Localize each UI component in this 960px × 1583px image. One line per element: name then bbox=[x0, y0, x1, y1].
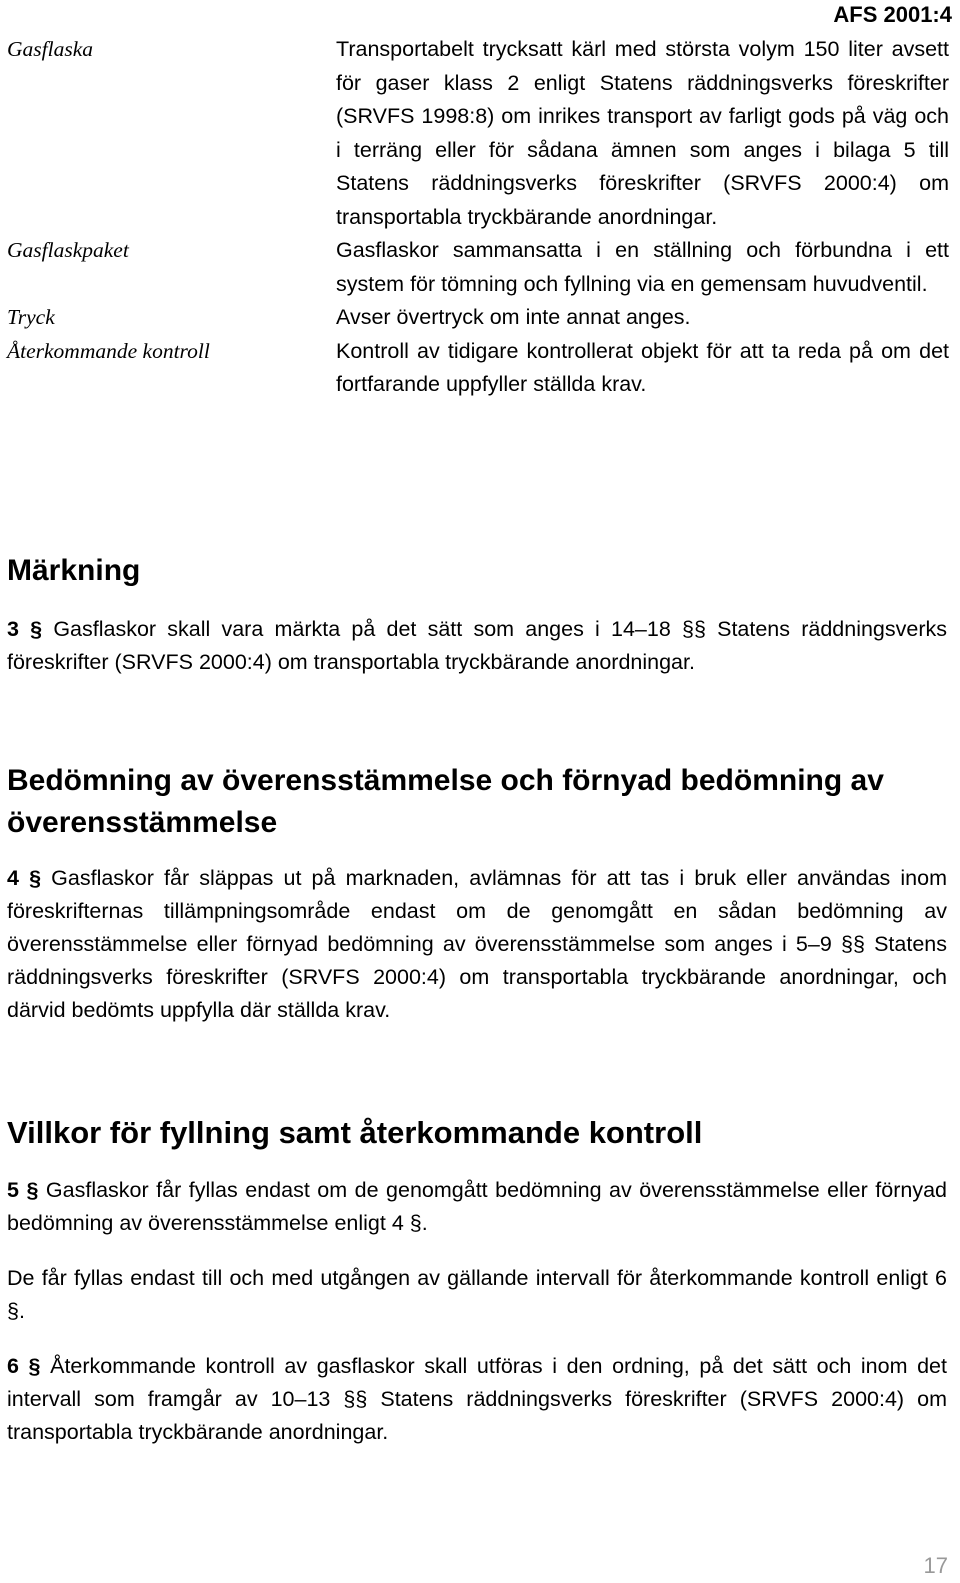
definition-item bbox=[7, 234, 947, 301]
definition-term: Tryck bbox=[7, 305, 55, 329]
section-heading-marking: Märkning bbox=[7, 554, 141, 587]
paragraph-3 bbox=[7, 613, 947, 679]
paragraph-text: Gasflaskor får fyllas endast om de genomgått bedömning av överensstämmelse eller förnyad bedömning av överensstämmelse enligt 4 §. bbox=[7, 1178, 948, 1235]
paragraph-4 bbox=[7, 862, 947, 1027]
definition-term: Återkommande kontroll bbox=[7, 338, 210, 363]
definition-item bbox=[7, 301, 947, 335]
paragraph-5 bbox=[7, 1174, 947, 1240]
definition-item bbox=[7, 335, 947, 402]
paragraph-text: Återkommande kontroll av gasflaskor skall utföras i den ordning, på det sätt och inom det intervall som framgår av 10–13 §§ Statens räddningsverks föreskrifter (SRVFS 2000:4) om transportabla tryckbärande anordningar. bbox=[7, 1354, 947, 1444]
definitions-list bbox=[7, 33, 947, 402]
paragraph-number: 6 § bbox=[7, 1354, 41, 1378]
paragraph-number: 4 § bbox=[7, 866, 42, 890]
paragraph-text: Gasflaskor får släppas ut på marknaden, avlämnas för att tas i bruk eller användas inom föreskrifternas tillämpningsområde endast om de genomgått en sådan bedömning av överensstämmelse eller förnyad bedömning av överensstämmelse som anges i 5–9 §§ Statens räddningsverks föreskrifter (SRVFS 2000:4) om transportabla tryckbärande anordningar, och därvid bedömts uppfylla där ställda krav. bbox=[7, 866, 947, 1022]
definition-text: Avser övertryck om inte annat anges. bbox=[336, 305, 691, 329]
paragraph-number: 3 § bbox=[7, 617, 43, 641]
section-heading-filling: Villkor för fyllning samt återkommande kontroll bbox=[7, 1115, 703, 1150]
definition-text: Transportabelt trycksatt kärl med största volym 150 liter avsett för gaser klass 2 enligt Statens räddningsverks föreskrifter (SRVFS 1998:8) om inrikes transport av farligt gods på väg och i terräng eller för sådana ämnen som anges i bilaga 5 till Statens räddningsverks föreskrifter (SRVFS 2000:4) om transportabla tryckbärande anordningar. bbox=[336, 37, 949, 229]
definition-item bbox=[7, 33, 947, 234]
paragraph-6 bbox=[7, 1350, 947, 1449]
definition-text: Kontroll av tidigare kontrollerat objekt för att ta reda på om det fortfarande uppfyller ställda krav. bbox=[336, 338, 949, 396]
definition-term: Gasflaska bbox=[7, 37, 93, 61]
section-heading-assessment: Bedömning av överensstämmelse och förnyad bedömning av överensstämmelse bbox=[7, 764, 884, 839]
page-number: 17 bbox=[923, 1553, 948, 1578]
paragraph-number: 5 § bbox=[7, 1178, 39, 1202]
paragraph-text: Gasflaskor skall vara märkta på det sätt som anges i 14–18 §§ Statens räddningsverks föreskrifter (SRVFS 2000:4) om transportabla tryckbärande anordningar. bbox=[7, 617, 948, 674]
definition-term: Gasflaskpaket bbox=[7, 238, 129, 262]
paragraph-5-continued: De får fyllas endast till och med utgången av gällande intervall för återkommande kontroll enligt 6 §. bbox=[7, 1266, 947, 1323]
definition-text: Gasflaskor sammansatta i en ställning och förbundna i ett system för tömning och fyllning via en gemensam huvudventil. bbox=[336, 238, 949, 296]
document-code: AFS 2001:4 bbox=[833, 2, 952, 27]
